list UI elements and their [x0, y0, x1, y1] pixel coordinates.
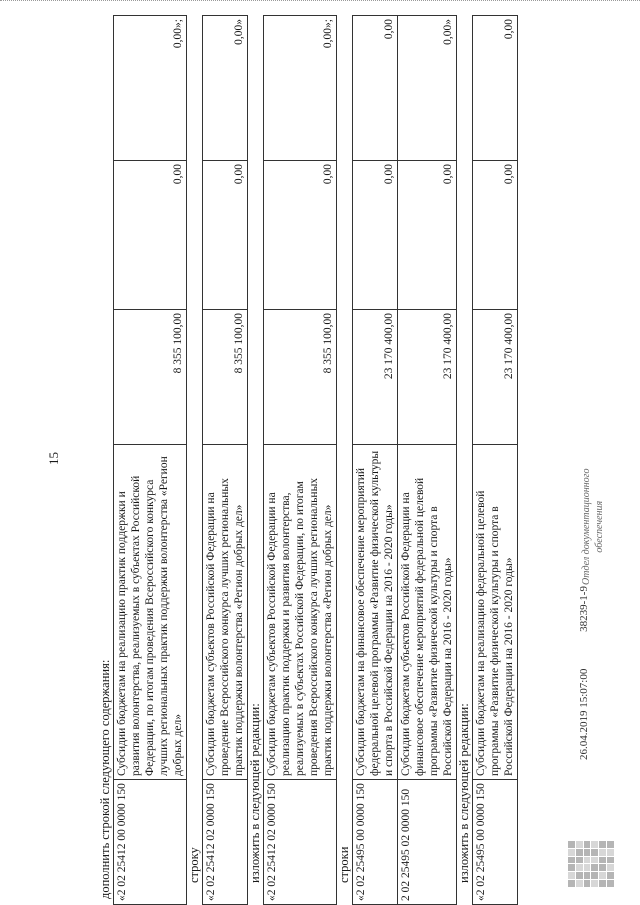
amount-2020-cell: 0,00 — [398, 161, 457, 310]
description-cell: Субсидии бюджетам субъектов Российской Федерации на финансовое обеспечение мероприятий федеральной целевой программы «Развитие физической культуры и спорта в Российской Федерации на 2016 - 2020 годы» — [398, 445, 457, 780]
document-body — [98, 5, 518, 905]
amount-2019-cell: 8 355 100,00 — [203, 310, 248, 445]
budget-code-cell: «2 02 25495 00 0000 150 — [353, 780, 398, 905]
amount-2020-cell: 0,00 — [473, 161, 518, 310]
table-row — [473, 16, 518, 905]
budget-table — [472, 15, 518, 905]
amount-2021-cell: 0,00»; — [264, 16, 337, 161]
table-row — [114, 16, 187, 905]
budget-code-cell: 2 02 25495 02 0000 150 — [398, 780, 457, 905]
description-cell: Субсидии бюджетам субъектов Российской Федерации на реализацию практик поддержки и развития волонтерства, реализуемых в субъектах Российской Федерации, по итогам проведения Всероссийского конкурса лучших региональных практик поддержки волонтерства «Регион добрых дел» — [264, 445, 337, 780]
department-stamp — [580, 468, 606, 585]
description-cell: Субсидии бюджетам на реализацию практик поддержки и развития волонтерства, реализуемых в субъектах Российской Федерации, по итогам проведения Всероссийского конкурса лучших региональных практик поддержки волонтерства «Регион добрых дел» — [114, 445, 187, 780]
description-cell: Субсидии бюджетам на финансовое обеспечение мероприятий федеральной целевой программы «Развитие физической культуры и спорта в Российской Федерации на 2016 - 2020 годы» — [353, 445, 398, 780]
amount-2021-cell: 0,00» — [203, 16, 248, 161]
budget-table — [263, 15, 337, 905]
budget-table — [352, 15, 457, 905]
stamp-line: Отдел документационного — [581, 468, 592, 585]
instruction-line: дополнить строкой следующего содержания: — [98, 659, 112, 899]
budget-table — [202, 15, 248, 905]
amount-2019-cell: 23 170 400,00 — [353, 310, 398, 445]
stamp-line: обеспечения — [594, 500, 605, 553]
amount-2019-cell: 8 355 100,00 — [264, 310, 337, 445]
description-cell: Субсидии бюджетам на реализацию федеральной целевой программы «Развитие физической культуры и спорта в Российской Федерации на 2016 - 2020 годы» — [473, 445, 518, 780]
footer-doc-id: 38239-1-9 — [578, 586, 590, 632]
description-cell: Субсидии бюджетам субъектов Российской Федерации на проведение Всероссийского конкурса лучших региональных практик поддержки волонтерства «Регион добрых дел» — [203, 445, 248, 780]
amount-2020-cell: 0,00 — [114, 161, 187, 310]
instruction-line: изложить в следующей редакции: — [457, 703, 471, 883]
instruction-line: строки — [337, 846, 351, 883]
footer-datetime: 26.04.2019 15:07:00 — [578, 668, 590, 760]
amount-2021-cell: 0,00»; — [114, 16, 187, 161]
amount-2021-cell: 0,00 — [353, 16, 398, 161]
amount-2021-cell: 0,00 — [473, 16, 518, 161]
page-number: 15 — [46, 452, 61, 465]
instruction-line: изложить в следующей редакции: — [248, 703, 262, 883]
table-row — [203, 16, 248, 905]
budget-table — [113, 15, 187, 905]
instruction-line: строку — [187, 847, 201, 883]
table-row — [264, 16, 337, 905]
table-row — [398, 16, 457, 905]
amount-2020-cell: 0,00 — [353, 161, 398, 310]
table-row — [353, 16, 398, 905]
amount-2019-cell: 8 355 100,00 — [114, 310, 187, 445]
budget-code-cell: «2 02 25412 02 0000 150 — [264, 780, 337, 905]
amount-2019-cell: 23 170 400,00 — [473, 310, 518, 445]
amount-2020-cell: 0,00 — [203, 161, 248, 310]
amount-2020-cell: 0,00 — [264, 161, 337, 310]
budget-code-cell: «2 02 25412 02 0000 150 — [203, 780, 248, 905]
budget-code-cell: «2 02 25495 00 0000 150 — [473, 780, 518, 905]
qr-code-icon — [568, 841, 614, 887]
amount-2019-cell: 23 170 400,00 — [398, 310, 457, 445]
budget-code-cell: «2 02 25412 00 0000 150 — [114, 780, 187, 905]
amount-2021-cell: 0,00» — [398, 16, 457, 161]
